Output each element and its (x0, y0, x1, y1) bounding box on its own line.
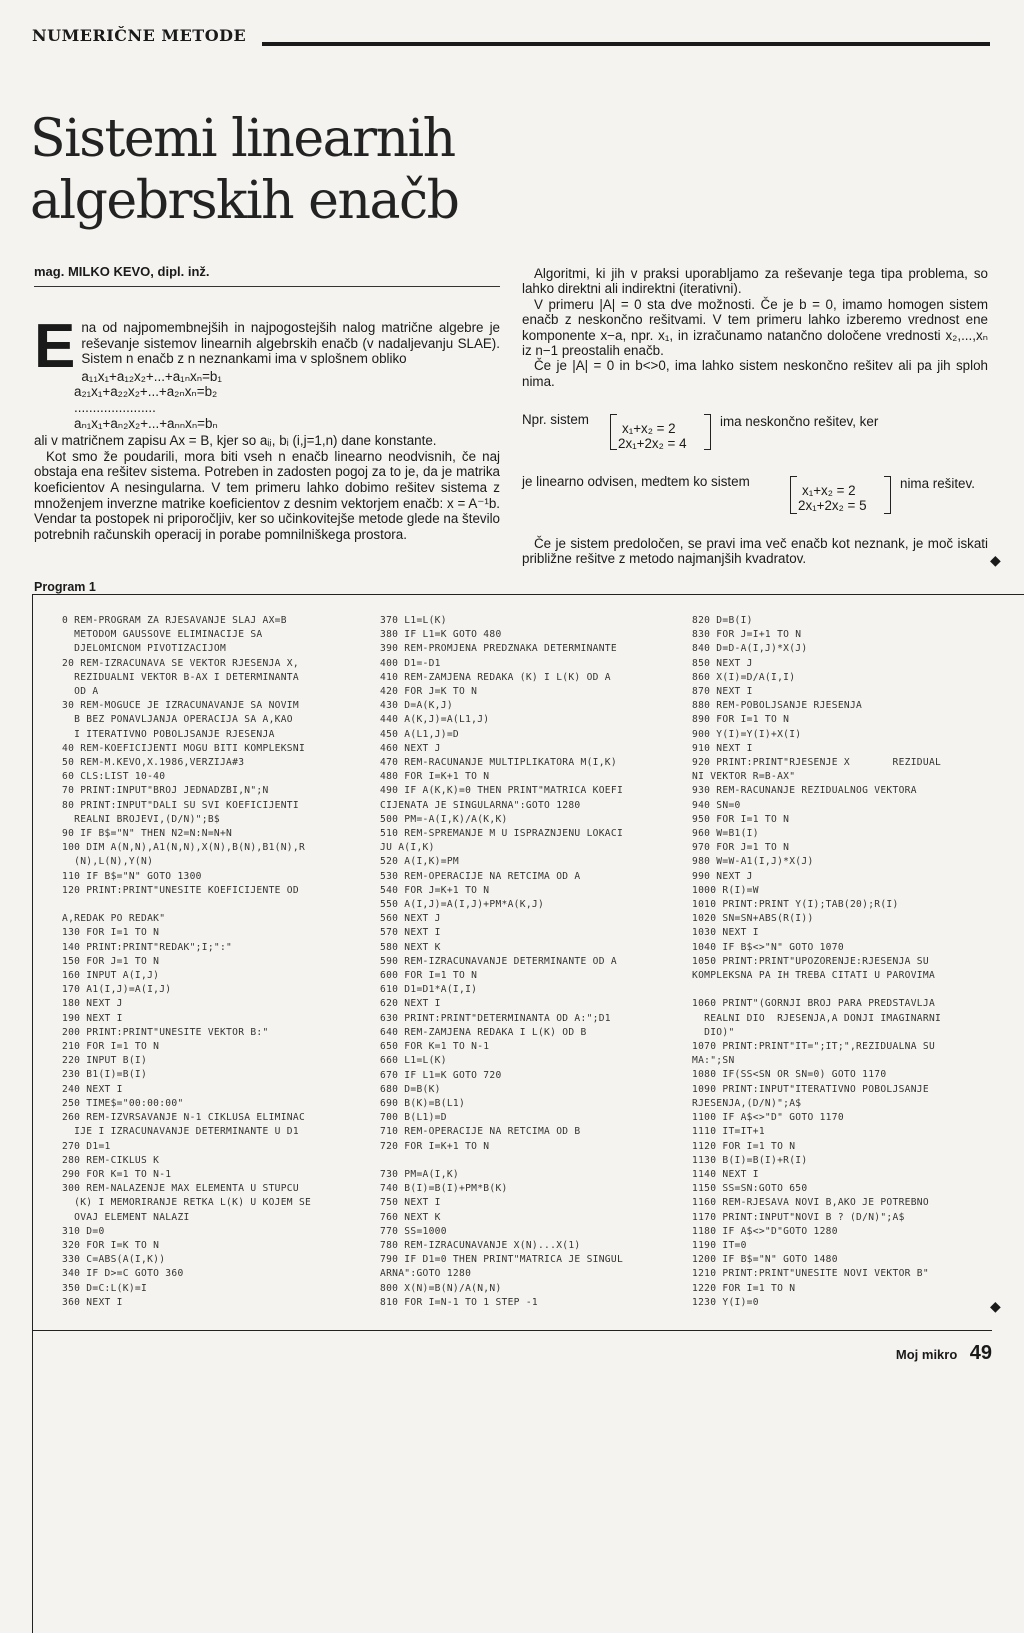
code-line: 950 FOR I=1 TO N (692, 813, 790, 825)
code-line: 330 C=ABS(A(I,K)) (62, 1254, 166, 1266)
code-line: 940 SN=0 (692, 799, 741, 811)
code-line: ARNA":GOTO 1280 (380, 1268, 472, 1280)
code-line: 630 PRINT:PRINT"DETERMINANTA OD A:";D1 (380, 1012, 611, 1024)
code-line: 140 PRINT:PRINT"REDAK";I;":" (62, 941, 233, 953)
code-line: 750 NEXT I (380, 1197, 441, 1209)
code-line: 580 NEXT K (380, 941, 441, 953)
code-line: 1060 PRINT"(GORNJI BROJ PARA PREDSTAVLJA (692, 998, 936, 1010)
code-line: 500 PM=-A(I,K)/A(K,K) (380, 813, 508, 825)
code-line (380, 1154, 670, 1168)
code-line: 320 FOR I=K TO N (62, 1239, 160, 1251)
code-line: 680 D=B(K) (380, 1083, 441, 1095)
code-column-1 (62, 614, 352, 1310)
code-line: 860 X(I)=D/A(I,I) (692, 671, 796, 683)
code-line: 1230 Y(I)=0 (692, 1296, 759, 1308)
code-line: B BEZ PONAVLJANJA OPERACIJA SA A,KAO (62, 714, 293, 726)
left-brace (790, 476, 797, 514)
code-line: 1040 IF B$<>"N" GOTO 1070 (692, 941, 844, 953)
code-line: 870 NEXT I (692, 686, 753, 698)
program-left-rule (32, 594, 33, 1633)
code-line: OVAJ ELEMENT NALAZI (62, 1211, 190, 1223)
code-line: 60 CLS:LIST 10-40 (62, 771, 166, 783)
code-line: IJE I IZRACUNAVANJE DETERMINANTE U D1 (62, 1126, 299, 1138)
code-line: 40 REM-KOEFICIJENTI MOGU BITI KOMPLEKSNI (62, 742, 306, 754)
code-line: 220 INPUT B(I) (62, 1055, 148, 1067)
code-line: 890 FOR I=1 TO N (692, 714, 790, 726)
code-line: REALNI BROJEVI,(D/N)";B$ (62, 813, 220, 825)
code-line: 1000 R(I)=W (692, 884, 759, 896)
code-line: CIJENATA JE SINGULARNA":GOTO 1280 (380, 799, 581, 811)
nonzero-b-paragraph: Če je |A| = 0 in b<>0, ima lahko sistem neskončno rešitev ali pa jih sploh nima. (522, 358, 988, 389)
title-line-2: algebrskih enačb (30, 171, 459, 231)
code-line: NI VEKTOR R=B-AX" (692, 771, 796, 783)
code-line: 1180 IF A$<>"D"GOTO 1280 (692, 1225, 838, 1237)
code-line: 1160 REM-RJESAVA NOVI B,AKO JE POTREBNO (692, 1197, 929, 1209)
equation-1: a₁₁x₁+a₁₂x₂+...+a₁ₙxₙ=b₁ (81, 368, 222, 384)
code-line: 370 L1=L(K) (380, 615, 447, 626)
overdetermined-block (522, 536, 988, 567)
code-line: 210 FOR I=1 TO N (62, 1041, 160, 1053)
equation-dots: ...................... (74, 399, 156, 415)
homogeneous-paragraph: V primeru |A| = 0 sta dve možnosti. Če je b = 0, imamo homogen sistem enačb z neskončno rešitvami. V tem primeru lahko izberemo vrednost ene komponente x−a, npr. x₁, in izračunamo natančno določene vrednosti x₂,...,xₙ iz n−1 preostalih enačb. (522, 296, 988, 359)
code-line: 810 FOR I=N-1 TO 1 STEP -1 (380, 1296, 538, 1308)
code-line: 550 A(I,J)=A(I,J)+PM*A(K,J) (380, 899, 545, 911)
code-line: 1190 IT=0 (692, 1239, 747, 1251)
code-line: 400 D1=-D1 (380, 657, 441, 669)
code-line: 180 NEXT J (62, 998, 123, 1010)
right-brace (704, 414, 711, 450)
code-line: 820 D=B(I) (692, 615, 753, 626)
code-line: 170 A1(I,J)=A(I,J) (62, 984, 172, 996)
code-line: 1150 SS=SN:GOTO 650 (692, 1183, 808, 1195)
header-rule (262, 42, 990, 46)
author-rule (34, 286, 500, 287)
code-line: 390 REM-PROMJENA PREDZNAKA DETERMINANTE (380, 643, 617, 655)
code-line: I ITERATIVNO POBOLJSANJE RJESENJA (62, 728, 275, 740)
code-line: KOMPLEKSNA PA IH TREBA CITATI U PAROVIMA (692, 970, 936, 982)
example-1-eq2: 2x₁+2x₂ = 4 (618, 436, 687, 451)
code-line: 280 REM-CIKLUS K (62, 1154, 160, 1166)
code-line: 620 NEXT I (380, 998, 441, 1010)
code-line: 760 NEXT K (380, 1211, 441, 1223)
code-line: 440 A(K,J)=A(L1,J) (380, 714, 490, 726)
program-top-rule (32, 594, 1024, 595)
code-line: 570 NEXT I (380, 927, 441, 939)
code-line: 1140 NEXT I (692, 1168, 759, 1180)
code-line: REALNI DIO RJESENJA,A DONJI IMAGINARNI (692, 1012, 942, 1024)
code-line: 660 L1=L(K) (380, 1055, 447, 1067)
code-line: OD A (62, 686, 99, 698)
equation-n: aₙ₁x₁+aₙ₂x₂+...+aₙₙxₙ=bₙ (74, 415, 218, 431)
code-line: 690 B(K)=B(L1) (380, 1097, 466, 1109)
code-line: 850 NEXT J (692, 657, 753, 669)
code-line: 110 IF B$="N" GOTO 1300 (62, 870, 202, 882)
algorithms-paragraph: Algoritmi, ki jih v praksi uporabljamo za reševanje tega tipa problema, so lahko direktni ali indirektni (iterativni). (522, 266, 988, 297)
code-line: 350 D=C:L(K)=I (62, 1282, 148, 1294)
code-line: 120 PRINT:PRINT"UNESITE KOEFICIJENTE OD (62, 884, 299, 896)
code-line: 600 FOR I=1 TO N (380, 970, 478, 982)
code-line: 340 IF D>=C GOTO 360 (62, 1268, 184, 1280)
matrix-paragraph: ali v matričnem zapisu Ax = B, kjer so aᵢⱼ, bᵢ (i,j=1,n) dane konstante. (34, 433, 437, 449)
left-brace (610, 414, 617, 450)
code-line: 230 B1(I)=B(I) (62, 1069, 148, 1081)
code-line (692, 983, 992, 997)
code-line: 1070 PRINT:PRINT"IT=";IT;",REZIDUALNA SU (692, 1041, 936, 1053)
code-line: 590 REM-IZRACUNAVANJE DETERMINANTE OD A (380, 955, 617, 967)
continue-arrow-icon: ◆ (990, 552, 1001, 568)
magazine-name: Moj mikro (895, 1347, 958, 1362)
code-line: 1020 SN=SN+ABS(R(I)) (692, 913, 814, 925)
code-line: 920 PRINT:PRINT"RJESENJE X REZIDUAL (692, 757, 942, 769)
equation-system (74, 369, 500, 431)
continue-arrow-icon: ◆ (990, 1298, 1001, 1314)
code-line: 250 TIME$="00:00:00" (62, 1097, 184, 1109)
article-title (30, 108, 550, 232)
code-line: 840 D=D-A(I,J)*X(J) (692, 643, 808, 655)
program-label: Program 1 (34, 580, 96, 594)
code-line: 990 NEXT J (692, 870, 753, 882)
code-line: 640 REM-ZAMJENA REDAKA I L(K) OD B (380, 1026, 587, 1038)
code-line: 90 IF B$="N" THEN N2=N:N=N+N (62, 828, 233, 840)
code-line: 50 REM-M.KEVO,X.1986,VERZIJA#3 (62, 757, 245, 769)
code-line: 1200 IF B$="N" GOTO 1480 (692, 1254, 838, 1266)
example-2-eq2: 2x₁+2x₂ = 5 (798, 498, 867, 513)
code-line: 130 FOR I=1 TO N (62, 927, 160, 939)
code-line: 560 NEXT J (380, 913, 441, 925)
code-line: METODOM GAUSSOVE ELIMINACIJE SA (62, 629, 263, 641)
code-line: 830 FOR J=I+1 TO N (692, 629, 802, 641)
code-line: 1050 PRINT:PRINT"UPOZORENJE:RJESENJA SU (692, 955, 929, 967)
example-1-eq1: x₁+x₂ = 2 (622, 421, 676, 436)
code-line: 980 W=W-A1(I,J)*X(J) (692, 856, 814, 868)
code-line: 730 PM=A(I,K) (380, 1168, 459, 1180)
code-line: 1210 PRINT:PRINT"UNESITE NOVI VEKTOR B" (692, 1268, 929, 1280)
code-line: 670 IF L1=K GOTO 720 (380, 1069, 502, 1081)
code-line: 1220 FOR I=1 TO N (692, 1282, 796, 1294)
code-line: 30 REM-MOGUCE JE IZRACUNAVANJE SA NOVIM (62, 700, 299, 712)
code-line: 1120 FOR I=1 TO N (692, 1140, 796, 1152)
code-line: 310 D=0 (62, 1225, 105, 1237)
code-line: 610 D1=D1*A(I,I) (380, 984, 478, 996)
code-line: 960 W=B1(I) (692, 828, 759, 840)
code-line: 480 FOR I=K+1 TO N (380, 771, 490, 783)
code-line: JU A(I,K) (380, 842, 435, 854)
code-line: 360 NEXT I (62, 1296, 123, 1308)
example-2-label: je linearno odvisen, medtem ko sistem (522, 474, 750, 489)
code-line: 300 REM-NALAZENJE MAX ELEMENTA U STUPCU (62, 1183, 299, 1195)
code-line: (K) I MEMORIRANJE RETKA L(K) U KOJEM SE (62, 1197, 312, 1209)
code-line: MA:";SN (692, 1055, 735, 1067)
code-line: 470 REM-RACUNANJE MULTIPLIKATORA M(I,K) (380, 757, 617, 769)
code-line: 200 PRINT:PRINT"UNESITE VEKTOR B:" (62, 1026, 269, 1038)
code-line: 910 NEXT I (692, 742, 753, 754)
program-bottom-rule (32, 1330, 992, 1331)
code-line: DJELOMICNOM PIVOTIZACIJOM (62, 643, 227, 655)
code-line: 1030 NEXT I (692, 927, 759, 939)
code-line: 1090 PRINT:INPUT"ITERATIVNO POBOLJSANJE (692, 1083, 929, 1095)
example-2-result: nima rešitev. (900, 476, 975, 491)
code-line: 710 REM-OPERACIJE NA RETCIMA OD B (380, 1126, 581, 1138)
equation-2: a₂₁x₁+a₂₂x₂+...+a₂ₙxₙ=b₂ (74, 384, 218, 400)
example-1-result: ima neskončno rešitev, ker (720, 414, 879, 429)
title-line-1: Sistemi linearnih (30, 109, 455, 169)
code-line: 1080 IF(SS<SN OR SN=0) GOTO 1170 (692, 1069, 887, 1081)
code-line: 0 REM-PROGRAM ZA RJESAVANJE SLAJ AX=B (62, 615, 287, 626)
intro-text: na od najpomembnejših in najpogostejših nalog matrične algebre je reševanje sistemov linearnih algebrskih enačb (v nadaljevanju SLAE). Sistem n enačb z n neznankami ima v splošnem obliko (81, 320, 500, 367)
code-line: 290 FOR K=1 TO N-1 (62, 1168, 172, 1180)
overdetermined-paragraph: Če je sistem predoločen, se pravi ima več enačb kot neznank, je moč iskati približne rešitve z metodo najmanjših kvadratov. (522, 536, 988, 567)
code-line: 260 REM-IZVRSAVANJE N-1 CIKLUSA ELIMINAC (62, 1112, 306, 1124)
code-line: 900 Y(I)=Y(I)+X(I) (692, 728, 802, 740)
code-line: (N),L(N),Y(N) (62, 856, 154, 868)
left-column (34, 312, 500, 542)
section-title: NUMERIČNE METODE (32, 26, 247, 45)
code-line: 240 NEXT I (62, 1083, 123, 1095)
page-number: 49 (969, 1342, 992, 1364)
code-line: 1010 PRINT:PRINT Y(I);TAB(20);R(I) (692, 899, 899, 911)
section-header (32, 26, 990, 48)
example-1-label: Npr. sistem (522, 412, 589, 427)
code-line: 380 IF L1=K GOTO 480 (380, 629, 502, 641)
code-line: 160 INPUT A(I,J) (62, 970, 160, 982)
code-line: 970 FOR J=1 TO N (692, 842, 790, 854)
code-line: 880 REM-POBOLJSANJE RJESENJA (692, 700, 863, 712)
code-line: 150 FOR J=1 TO N (62, 955, 160, 967)
code-line: 520 A(I,K)=PM (380, 856, 459, 868)
code-line: 530 REM-OPERACIJE NA RETCIMA OD A (380, 870, 581, 882)
code-line: 450 A(L1,J)=D (380, 728, 459, 740)
code-line: 100 DIM A(N,N),A1(N,N),X(N),B(N),B1(N),R (62, 842, 306, 854)
right-column (522, 266, 988, 389)
code-line: 790 IF D1=0 THEN PRINT"MATRICA JE SINGUL (380, 1254, 624, 1266)
code-line: 460 NEXT J (380, 742, 441, 754)
code-line: 20 REM-IZRACUNAVA SE VEKTOR RJESENJA X, (62, 657, 299, 669)
code-line: 80 PRINT:INPUT"DALI SU SVI KOEFICIJENTI (62, 799, 299, 811)
code-line: REZIDUALNI VEKTOR B-AX I DETERMINANTA (62, 671, 299, 683)
code-line: 270 D1=1 (62, 1140, 111, 1152)
code-line: 70 PRINT:INPUT"BROJ JEDNADZBI,N";N (62, 785, 269, 797)
code-line: A,REDAK PO REDAK" (62, 913, 166, 925)
code-line: 190 NEXT I (62, 1012, 123, 1024)
code-line: 1170 PRINT:INPUT"NOVI B ? (D/N)";A$ (692, 1211, 905, 1223)
example-2-eq1: x₁+x₂ = 2 (802, 483, 856, 498)
code-line: DIO)" (692, 1026, 735, 1038)
code-line: 800 X(N)=B(N)/A(N,N) (380, 1282, 502, 1294)
code-column-3 (692, 614, 992, 1310)
code-line: 430 D=A(K,J) (380, 700, 453, 712)
code-line: RJESENJA,(D/N)";A$ (692, 1097, 802, 1109)
solution-paragraph: Kot smo že poudarili, mora biti vseh n enačb linearno neodvisnih, če naj obstaja ena rešitev sistema. Potreben in zadosten pogoj za to je, da je matrika koeficientov A nesingularna. V tem primeru lahko dobimo rešitev sistema z množenjem inverzne matrike koeficientov z desnim vektorjem enačb: x = A⁻¹b. Vendar ta postopek ni priporočljiv, ker so učinkovitejše metode glede na število potrebnih računskih operacij in porabe pomnilniškega prostora. (34, 448, 500, 542)
code-line: 770 SS=1000 (380, 1225, 447, 1237)
author-byline: mag. MILKO KEVO, dipl. inž. (34, 264, 210, 279)
code-line: 930 REM-RACUNANJE REZIDUALNOG VEKTORA (692, 785, 917, 797)
code-line: 1110 IT=IT+1 (692, 1126, 765, 1138)
dropcap: E (34, 312, 76, 381)
code-line: 780 REM-IZRACUNAVANJE X(N)...X(1) (380, 1239, 581, 1251)
right-brace (884, 476, 891, 514)
code-line: 1130 B(I)=B(I)+R(I) (692, 1154, 808, 1166)
code-line: 650 FOR K=1 TO N-1 (380, 1041, 490, 1053)
code-line (62, 898, 352, 912)
code-line: 490 IF A(K,K)=0 THEN PRINT"MATRICA KOEFI (380, 785, 624, 797)
code-line: 420 FOR J=K TO N (380, 686, 478, 698)
code-line: 700 B(L1)=D (380, 1112, 447, 1124)
code-line: 510 REM-SPREMANJE M U ISPRAZNJENU LOKACI (380, 828, 624, 840)
code-column-2 (380, 614, 670, 1310)
page-footer (896, 1342, 992, 1365)
code-line: 1100 IF A$<>"D" GOTO 1170 (692, 1112, 844, 1124)
code-line: 540 FOR J=K+1 TO N (380, 884, 490, 896)
code-line: 720 FOR I=K+1 TO N (380, 1140, 490, 1152)
code-line: 740 B(I)=B(I)+PM*B(K) (380, 1183, 508, 1195)
code-line: 410 REM-ZAMJENA REDAKA (K) I L(K) OD A (380, 671, 611, 683)
